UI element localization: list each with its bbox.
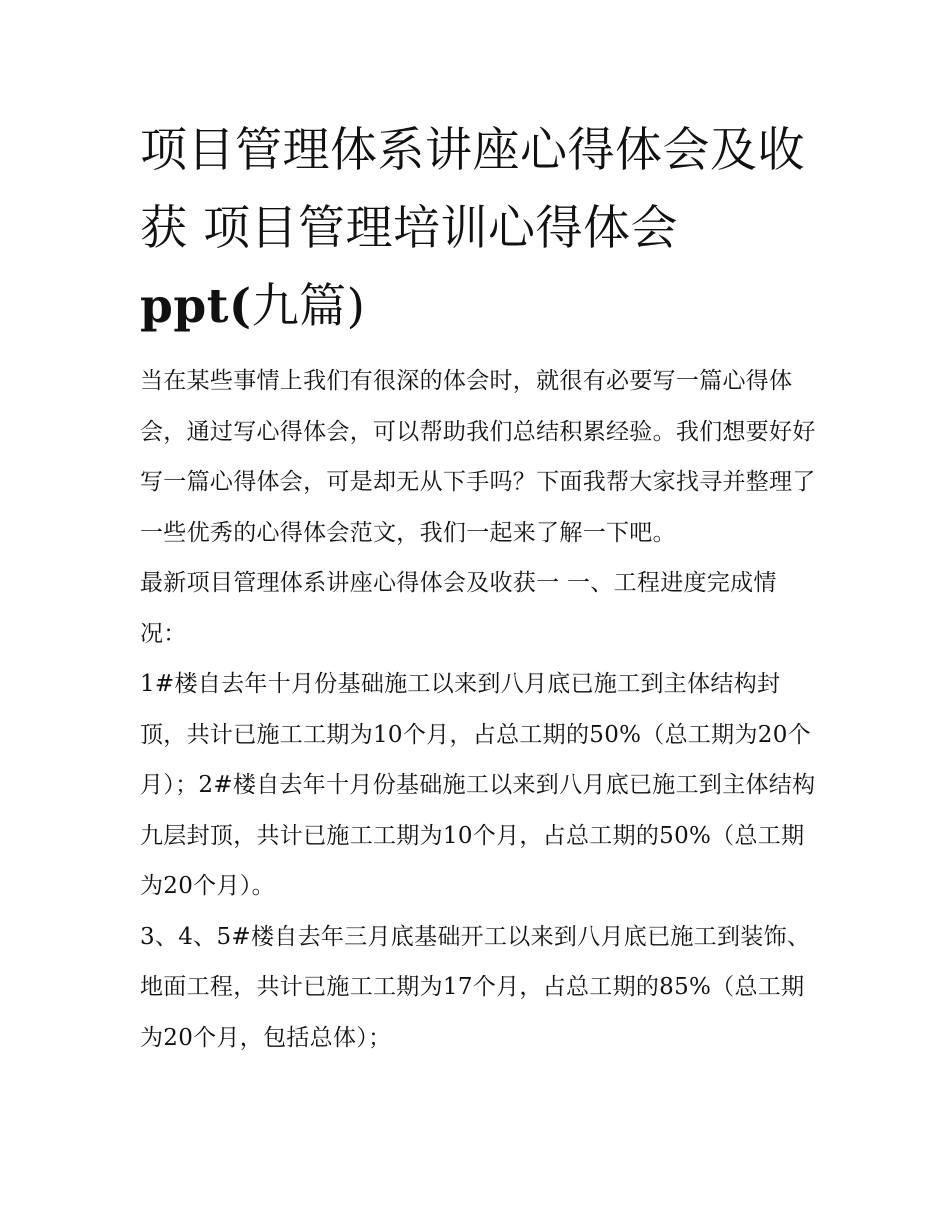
title-main: 项目管理体系讲座心得体会及收获 项目管理培训心得体会 (140, 123, 805, 256)
document-body (140, 112, 820, 1063)
paragraph-building-3-4-5: 3、4、5#楼自去年三月底基础开工以来到八月底已施工到装饰、地面工程，共计已施工工期为17个月，占总工期的85%（总工期为20个月，包括总体）； (140, 923, 811, 1051)
title-latin: ppt( (140, 279, 252, 334)
paragraph-section-heading: 最新项目管理体系讲座心得体会及收获一 一、工程进度完成情况： (140, 570, 777, 647)
document-title (140, 112, 820, 346)
paragraph-building-1-2: 1#楼自去年十月份基础施工以来到八月底已施工到主体结构封顶，共计已施工工期为10个月，占总工期的50%（总工期为20个月）；2#楼自去年十月份基础施工以来到八月底已施工到主体结构九层封顶，共计已施工工期为10个月，占总工期的50%（总工期为20个月）。 (140, 671, 816, 899)
title-tail: 九篇) (251, 279, 366, 334)
paragraph-intro: 当在某些事情上我们有很深的体会时，就很有必要写一篇心得体会，通过写心得体会，可以帮助我们总结积累经验。我们想要好好写一篇心得体会，可是却无从下手吗？下面我帮大家找寻并整理了一些优秀的心得体会范文，我们一起来了解一下吧。 (140, 368, 816, 546)
